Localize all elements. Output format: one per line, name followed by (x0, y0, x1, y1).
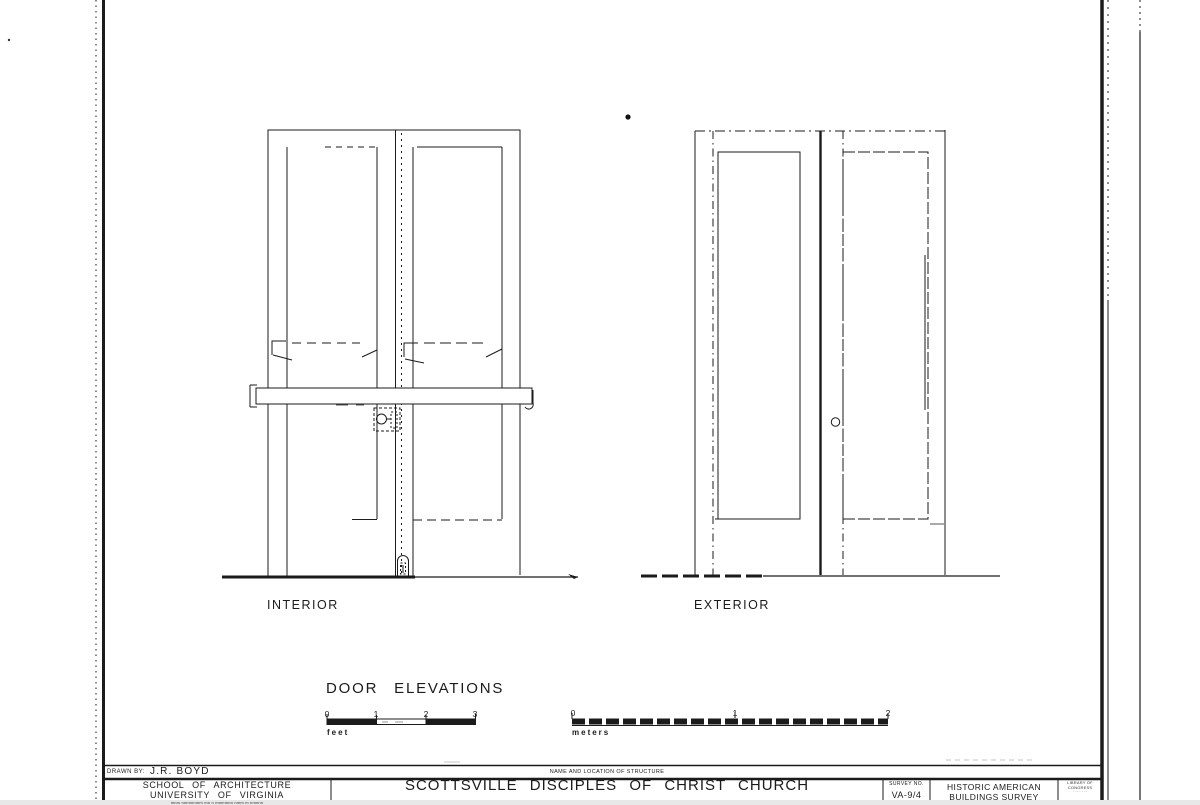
feet-unit-label: feet (327, 728, 350, 737)
meters-unit-label: meters (572, 728, 611, 737)
corner-note-line1: LIBRARY OF CONGRESS (1067, 780, 1093, 790)
school-cell (103, 780, 331, 805)
ink-dot (625, 114, 630, 119)
feet-scale-bar (327, 714, 476, 725)
agency-cell (930, 782, 1058, 802)
drawn-by-value: J.R. BOYD (150, 766, 210, 777)
meters-scale-bar (572, 712, 888, 726)
structure-name-cell (331, 769, 883, 794)
door-knob (831, 418, 839, 426)
agency-line1: HISTORIC AMERICAN (946, 782, 1042, 792)
corner-note-line2: · ·· · · ·· (1072, 790, 1088, 794)
interior-door-drawing (222, 130, 578, 579)
survey-no-label: SURVEY NO. (889, 781, 924, 787)
feet-tick-1: 1 (373, 709, 379, 719)
agency-line2: BUILDINGS SURVEY (949, 792, 1039, 802)
school-fine-print: mnm nmmnnmm mn n mnmmnn nmm m nmnnn (170, 800, 264, 805)
meters-tick-2: 2 (885, 708, 891, 718)
feet-tick-2: 2 (423, 709, 429, 719)
name-location-label: NAME AND LOCATION OF STRUCTURE (549, 769, 665, 775)
feet-tick-0: 0 (324, 709, 330, 719)
exterior-elevation-label: EXTERIOR (694, 598, 770, 612)
meters-tick-1: 1 (732, 708, 738, 718)
interior-elevation-label: INTERIOR (267, 598, 339, 612)
drawn-by-label: DRAWN BY: (107, 769, 145, 775)
scan-speck (8, 39, 10, 41)
survey-no-value: VA-9/4 (891, 790, 922, 800)
corner-note-cell (1058, 780, 1102, 794)
exterior-door-drawing (641, 130, 1000, 576)
feet-tick-3: 3 (472, 709, 478, 719)
school-name-line2: UNIVERSITY OF VIRGINIA (149, 790, 285, 800)
meters-tick-0: 0 (570, 708, 576, 718)
scan-smudges (444, 760, 1035, 762)
structure-name: SCOTTSVILLE DISCIPLES OF CHRIST CHURCH (404, 777, 810, 794)
school-name-line1: SCHOOL OF ARCHITECTURE (142, 780, 292, 790)
sheet-drawing-title: DOOR ELEVATIONS (326, 680, 505, 697)
survey-number-cell (883, 781, 930, 800)
sheet-border-lines (8, 0, 1140, 800)
